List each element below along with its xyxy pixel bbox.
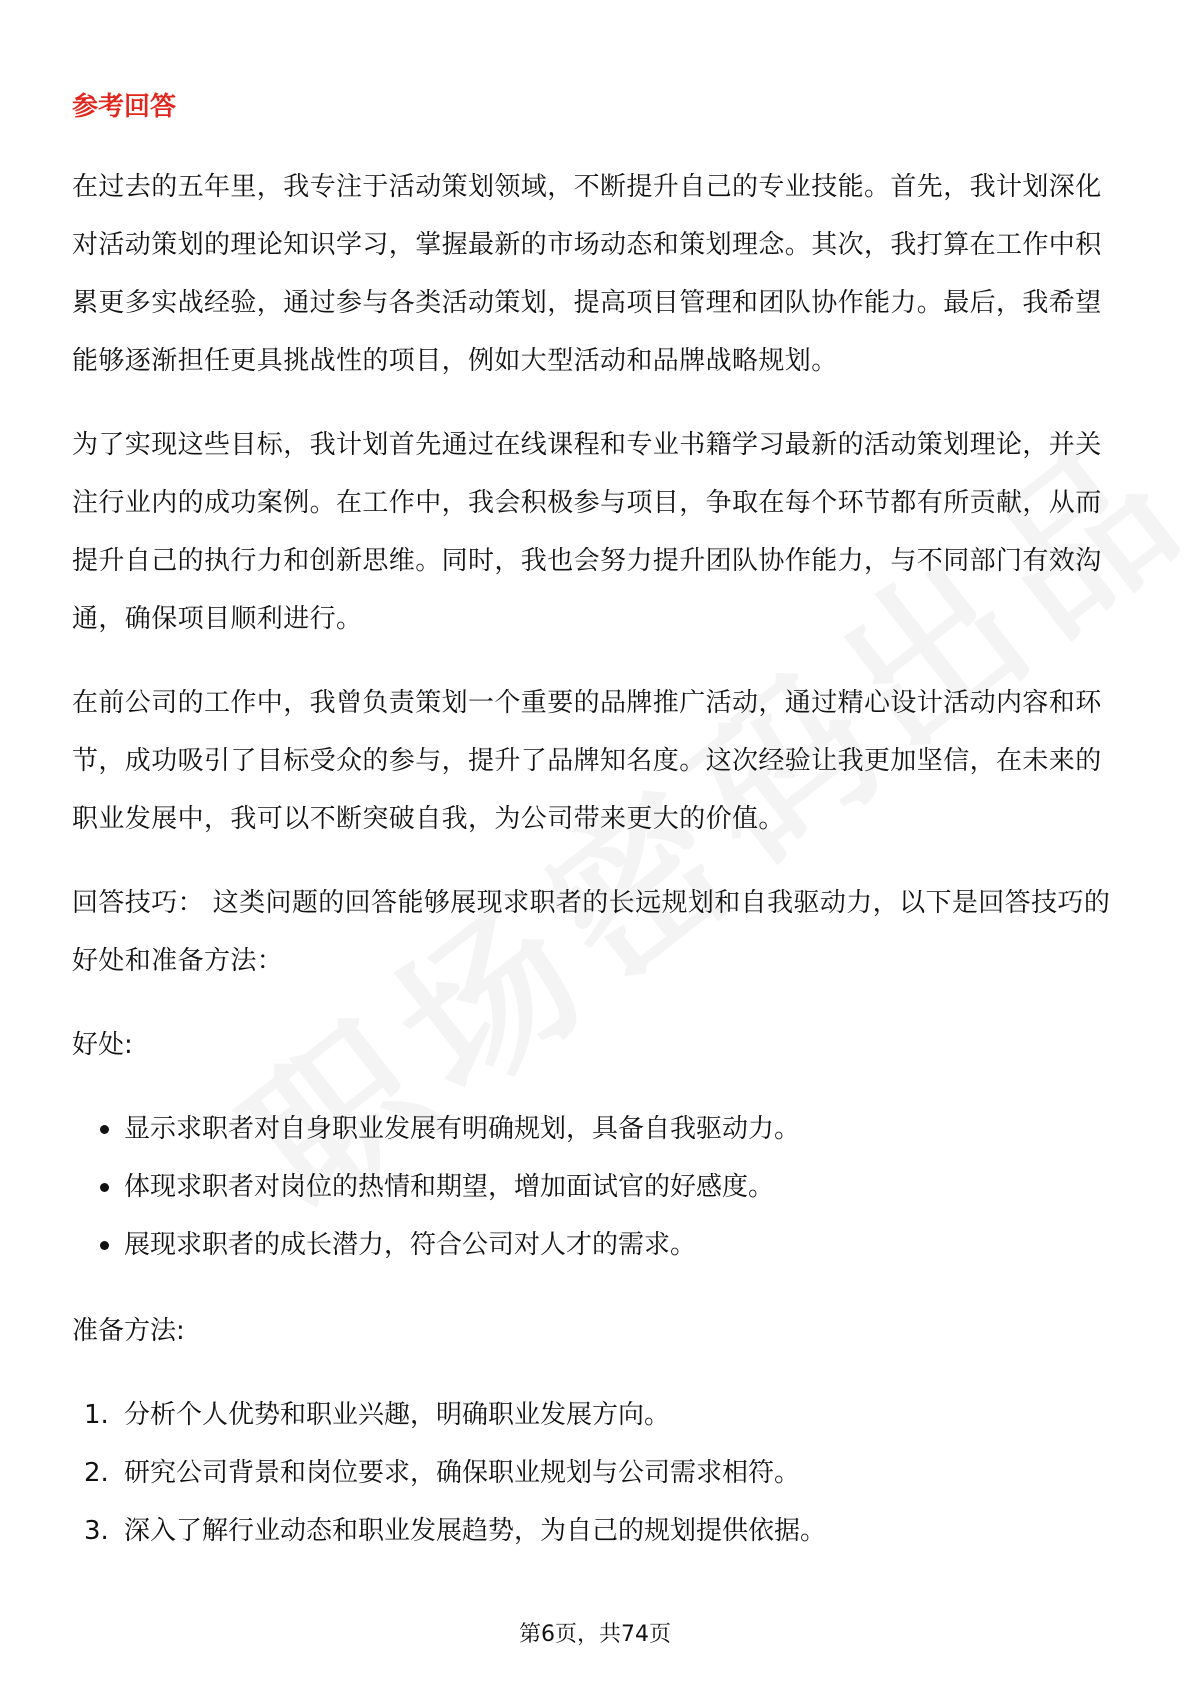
list-number: 2. — [84, 1458, 109, 1488]
bullet-icon — [100, 1125, 109, 1134]
preparation-label: 准备方法: — [72, 1316, 185, 1346]
list-item-text: 深入了解行业动态和职业发展趋势，为自己的规划提供依据。 — [124, 1516, 827, 1546]
list-item — [72, 1158, 1120, 1216]
list-item — [72, 1386, 1120, 1444]
list-number: 3. — [84, 1516, 109, 1546]
bullet-icon — [100, 1241, 109, 1250]
list-item — [72, 1216, 1120, 1274]
answer-paragraph-1: 在过去的五年里，我专注于活动策划领域，不断提升自己的专业技能。首先，我计划深化对活动策划的理论知识学习，掌握最新的市场动态和策划理念。其次，我打算在工作中积累更多实战经验，通过参与各类活动策划，提高项目管理和团队协作能力。最后，我希望能够逐渐担任更具挑战性的项目，例如大型活动和品牌战略规划。 — [72, 172, 1102, 376]
list-item-text: 体现求职者对岗位的热情和期望，增加面试官的好感度。 — [124, 1172, 775, 1202]
answer-paragraph-2: 为了实现这些目标，我计划首先通过在线课程和专业书籍学习最新的活动策划理论，并关注行业内的成功案例。在工作中，我会积极参与项目，争取在每个环节都有所贡献，从而提升自己的执行力和创新思维。同时，我也会努力提升团队协作能力，与不同部门有效沟通，确保项目顺利进行。 — [72, 430, 1102, 634]
list-item — [72, 1444, 1120, 1502]
list-item-text: 研究公司背景和岗位要求，确保职业规划与公司需求相符。 — [124, 1458, 801, 1488]
list-item-text: 显示求职者对自身职业发展有明确规划，具备自我驱动力。 — [124, 1114, 801, 1144]
preparation-list — [72, 1386, 1120, 1560]
tips-paragraph: 回答技巧： 这类问题的回答能够展现求职者的长远规划和自我驱动力，以下是回答技巧的好处和准备方法： — [72, 888, 1111, 976]
list-item — [72, 1100, 1120, 1158]
benefits-label: 好处: — [72, 1030, 133, 1060]
list-item-text: 展现求职者的成长潜力，符合公司对人才的需求。 — [124, 1230, 697, 1260]
list-item-text: 分析个人优势和职业兴趣，明确职业发展方向。 — [124, 1400, 671, 1430]
benefits-list — [72, 1100, 1120, 1274]
content-area — [72, 86, 1120, 1560]
bullet-icon — [100, 1183, 109, 1192]
list-item — [72, 1502, 1120, 1560]
answer-paragraph-3: 在前公司的工作中，我曾负责策划一个重要的品牌推广活动，通过精心设计活动内容和环节，成功吸引了目标受众的参与，提升了品牌知名度。这次经验让我更加坚信，在未来的职业发展中，我可以不断突破自我，为公司带来更大的价值。 — [72, 688, 1102, 834]
list-number: 1. — [84, 1400, 109, 1430]
page-number-footer: 第6页，共74页 — [519, 1622, 671, 1647]
section-title: 参考回答 — [72, 92, 177, 122]
